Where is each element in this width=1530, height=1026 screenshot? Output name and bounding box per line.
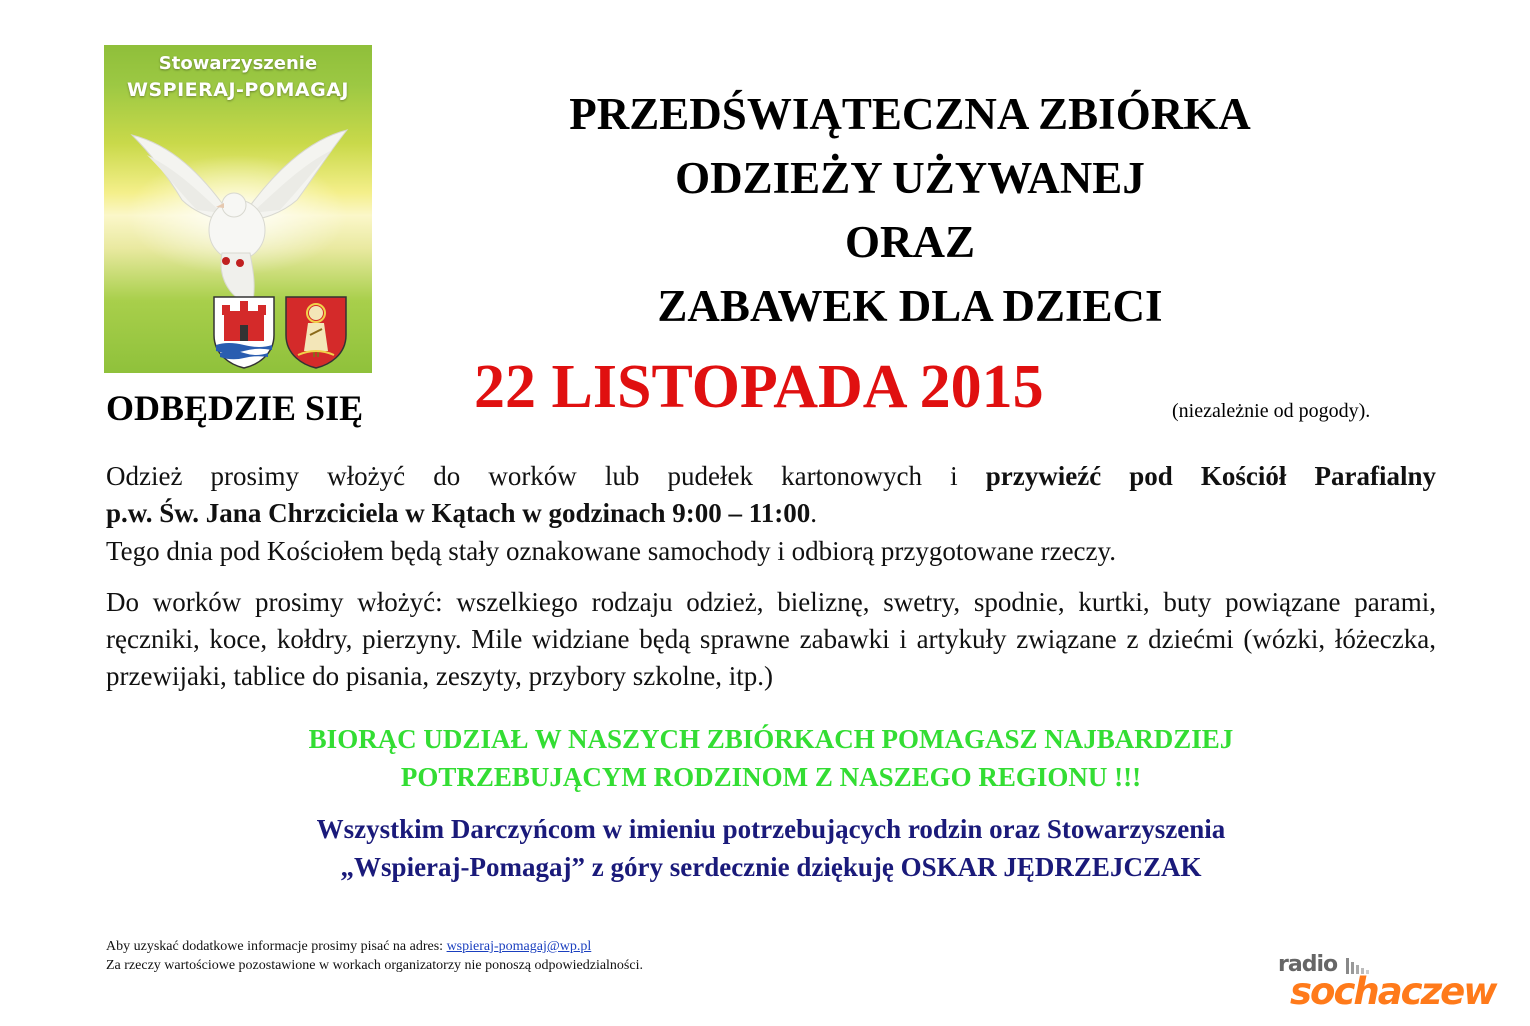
title-line-4: ZABAWEK DLA DZIECI xyxy=(657,281,1163,331)
logo-association-name: WSPIERAJ-POMAGAJ xyxy=(127,79,349,101)
footer-disclaimer: Za rzeczy wartościowe pozostawione w workach organizatorzy nie ponoszą odpowiedzialności. xyxy=(106,958,643,973)
event-date: 22 LISTOPADA 2015 xyxy=(474,353,1044,421)
watermark-sochaczew-word: sochaczew xyxy=(1290,970,1496,1013)
footer-notes xyxy=(106,937,643,975)
thanks-line-2: „Wspieraj-Pomagaj” z góry serdecznie dziękuję OSKAR JĘDRZEJCZAK xyxy=(340,852,1202,882)
title-line-1: PRZEDŚWIĄTECZNA ZBIÓRKA xyxy=(569,89,1251,139)
delivery-location: przywieźć pod Kościół Parafialny xyxy=(985,461,1437,491)
page-title xyxy=(460,82,1360,338)
thanks-text xyxy=(106,810,1436,886)
appeal-line-1: BIORĄC UDZIAŁ W NASZYCH ZBIÓRKACH POMAGASZ NAJBARDZIEJ xyxy=(308,724,1234,754)
paragraph-cars: Tego dnia pod Kościołem będą stały oznakowane samochody i odbiorą przygotowane rzeczy. xyxy=(106,536,1117,566)
logo-association-label: Stowarzyszenie xyxy=(158,53,318,74)
delivery-period: . xyxy=(810,498,818,528)
saint-crest-icon xyxy=(284,295,348,369)
paragraph-items: Do worków prosimy włożyć: wszelkiego rodzaju odzież, bieliznę, swetry, spodnie, kurtki, buty powiązane parami, ręczniki, koce, kołdry, pierzyny. Mile widziane będą sprawne zabawki i artykuły związane z dziećmi (wózki, łóżeczka, przewijaki, tablice do pisania, zeszyty, przybory szkolne, itp.) xyxy=(106,587,1436,691)
paragraph-delivery xyxy=(106,458,1436,532)
paragraph-delivery-line-1 xyxy=(106,458,1436,495)
delivery-church-and-hours: p.w. Św. Jana Chrzciciela w Kątach w godzinach 9:00 – 11:00 xyxy=(106,498,811,528)
footer-contact-line xyxy=(106,937,643,956)
footer-contact-text: Aby uzyskać dodatkowe informacje prosimy pisać na adres: xyxy=(106,939,447,954)
contact-email-link[interactable]: wspieraj-pomagaj@wp.pl xyxy=(446,939,592,954)
paragraph-delivery-line-2 xyxy=(106,495,1436,532)
dove-icon xyxy=(122,115,352,315)
title-line-3: ORAZ xyxy=(844,217,975,267)
appeal-text xyxy=(106,720,1436,796)
weather-note: (niezależnie od pogody). xyxy=(1172,400,1371,422)
delivery-text: Odzież prosimy włożyć do worków lub pudełek kartonowych i xyxy=(106,461,986,491)
radio-sochaczew-logo xyxy=(1278,952,1514,1014)
thanks-line-1: Wszystkim Darczyńcom w imieniu potrzebujących rodzin oraz Stowarzyszenia xyxy=(316,814,1226,844)
title-line-2: ODZIEŻY UŻYWANEJ xyxy=(675,153,1145,203)
watermark-radio-word: radio xyxy=(1278,952,1338,977)
event-label: ODBĘDZIE SIĘ xyxy=(106,388,364,428)
association-logo xyxy=(104,45,372,373)
sochaczew-crest-icon xyxy=(212,295,276,369)
appeal-line-2: POTRZEBUJĄCYM RODZINOM Z NASZEGO REGIONU !!! xyxy=(400,762,1142,792)
